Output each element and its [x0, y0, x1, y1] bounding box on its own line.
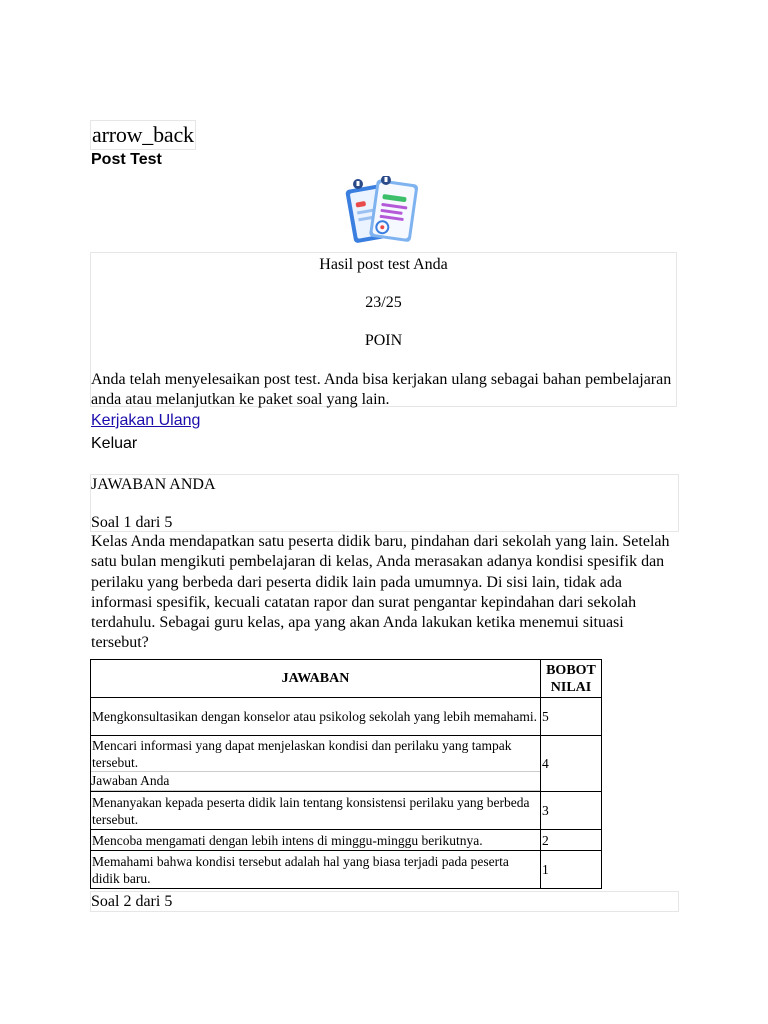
result-card [90, 252, 677, 407]
column-header-answer: JAWABAN [91, 660, 541, 698]
answer-table [90, 659, 602, 889]
back-button[interactable]: arrow_back [90, 120, 196, 150]
table-row [91, 830, 602, 851]
result-message: Anda telah menyelesaikan post test. Anda bisa kerjakan ulang sebagai bahan pembelajaran anda atau melanjutkan ke paket soal yang lain. [91, 371, 672, 408]
answer-option-weight: 5 [541, 698, 602, 736]
question-counter: Soal 1 dari 5 [91, 514, 173, 531]
question-text: Kelas Anda mendapatkan satu peserta didik baru, pindahan dari sekolah yang lain. Setelah satu bulan mengikuti pembelajaran di kelas, Anda merasakan adanya kondisi spesifik dan perilaku yang berbeda dari peserta didik lain pada umumnya. Di sisi lain, tidak ada informasi spesifik, kecuali catatan rapor dan surat pengantar kepindahan dari sekolah terdahulu. Sebagai guru kelas, apa yang akan Anda lakukan ketika menemui situasi tersebut? [91, 533, 670, 652]
answer-option-weight: 1 [541, 851, 602, 889]
table-row [91, 851, 602, 889]
page-title: Post Test [91, 151, 162, 168]
table-row [91, 792, 602, 830]
answer-option-weight: 4 [541, 736, 602, 792]
answer-option-weight: 2 [541, 830, 602, 851]
result-heading: Hasil post test Anda [319, 256, 448, 273]
table-row [91, 736, 602, 792]
answer-option-cell [91, 736, 541, 792]
answers-heading: JAWABAN ANDA [91, 476, 216, 493]
score-value: 23/25 [365, 294, 402, 311]
answer-option-weight: 3 [541, 792, 602, 830]
table-row [91, 698, 602, 736]
answers-section-header [90, 474, 679, 532]
column-header-weight: BOBOT NILAI [541, 660, 602, 698]
answer-option-text: Mencoba mengamati dengan lebih intens di minggu-minggu berikutnya. [91, 830, 541, 851]
answer-option-text: Mengkonsultasikan dengan konselor atau psikolog sekolah yang lebih memahami. [91, 698, 541, 736]
answer-option-text: Menanyakan kepada peserta didik lain tentang konsistensi perilaku yang berbeda tersebut. [91, 792, 541, 830]
documents-illustration-icon [344, 176, 424, 252]
question-counter-next: Soal 2 dari 5 [90, 891, 679, 912]
exit-button[interactable]: Keluar [91, 435, 138, 452]
retry-link[interactable]: Kerjakan Ulang [91, 412, 201, 429]
score-unit: POIN [364, 332, 403, 349]
answer-option-text: Memahami bahwa kondisi tersebut adalah hal yang biasa terjadi pada peserta didik baru. [91, 851, 541, 889]
your-answer-label: Jawaban Anda [90, 771, 541, 791]
answer-option-text: Mencari informasi yang dapat menjelaskan kondisi dan perilaku yang tampak tersebut. [92, 737, 512, 770]
